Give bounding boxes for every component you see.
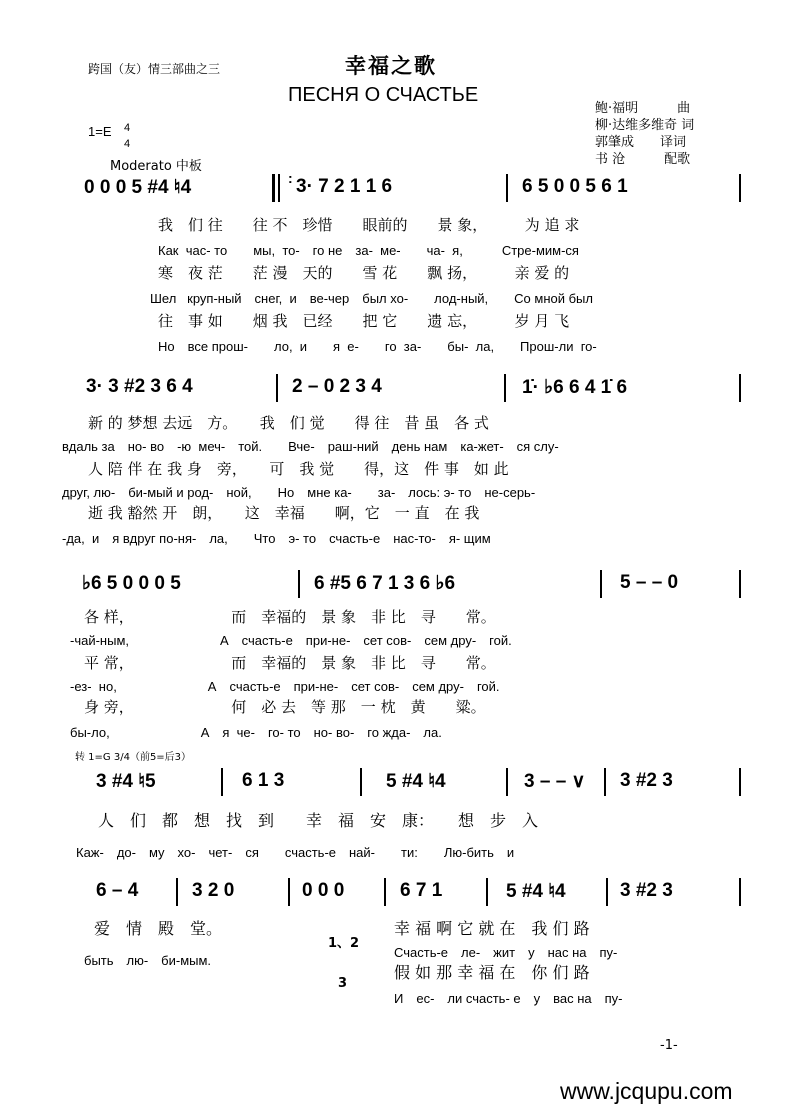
lyric-verse1-ru: Как час- то мы, то- го не за- ме- ча- я, Стре-мим-ся (158, 243, 579, 258)
page-number: -1- (660, 1038, 678, 1053)
verse-label-1-2: 1、2 (328, 936, 360, 951)
lyric-verse3-cn: 身 旁， 何 必 去 等 那 一 枕 黄 粱。 (84, 698, 486, 716)
lyric-cn: 人 们 都 想 找 到 幸 福 安 康： 想 步 入 (98, 811, 539, 830)
measure: 3 #4 ♮5 (96, 771, 156, 792)
lyric-verse1-cn: 各 样， 而 幸福的 景 象 非 比 寻 常。 (84, 608, 496, 626)
credit-translator: 郭肇成 译词 (595, 135, 687, 150)
barline (506, 174, 508, 202)
measure: 6 – 4 (96, 880, 139, 901)
lyric-verse2-ru: друг, лю- би-мый и род- ной, Но мне ка- за- лось: э- то не-серь- (62, 485, 536, 500)
barline (739, 174, 741, 202)
credit-composer: 鲍·福明 曲 (595, 101, 691, 116)
notes-row (76, 880, 746, 904)
lyric-ending-cn: 爱 情 殿 堂。 (94, 919, 223, 938)
notes-row (76, 572, 746, 596)
lyric-verse3-cn: 往 事 如 烟 我 已经 把 它 遗 忘， 岁 月 飞 (158, 312, 570, 330)
staff-line-1 (76, 170, 746, 366)
measure: 3 #2 3 (620, 770, 673, 791)
lyric-verse1-cn: 我 们 往 往 不 珍惜 眼前的 景 象， 为 追 求 (158, 216, 580, 234)
measure: 0 0 0 (302, 880, 345, 901)
lyric-verse2-cn: 人 陪 伴 在 我 身 旁， 可 我 觉 得，这 件 事 如 此 (88, 460, 509, 478)
measure: 3· 3 #2 3 6 4 (86, 376, 193, 397)
barline (506, 768, 508, 796)
credit-arranger: 书 沧 配歌 (595, 152, 691, 167)
barline (298, 570, 300, 598)
series-title: 跨国（友）情三部曲之三 (88, 62, 221, 76)
measure: 6 #5 6 7 1 3 6 ♭6 (314, 573, 456, 594)
lyric-verse3-ru: И ес- ли счасть- е у вас на пу- (394, 991, 623, 1006)
lyric-verse3-ru: Но все прош- ло, и я е- го за- бы- ла, Прош-ли го- (158, 339, 597, 354)
lyric-ru: Каж- до- му хо- чет- ся счасть-е най- ти: Лю-бить и (76, 845, 515, 860)
time-signature (124, 120, 130, 152)
measure: 2 – 0 2 3 4 (292, 376, 382, 397)
song-title-chinese: 幸福之歌 (345, 53, 437, 78)
lyric-verse12-ru: Счасть-е ле- жит у нас на пу- (394, 945, 618, 960)
lyric-verse2-ru: -ез- но, А счасть-е при-не- сет сов- сем дру- гой. (70, 679, 500, 694)
measure: 5 #4 ♮4 (506, 881, 566, 902)
website-watermark: www.jcqupu.com (560, 1078, 733, 1104)
lyric-verse2-cn: 平 常， 而 幸福的 景 象 非 比 寻 常。 (84, 654, 496, 672)
barline (176, 878, 178, 906)
measure: 6 7 1 (400, 880, 443, 901)
notes-row (76, 770, 746, 794)
barline (739, 374, 741, 402)
measure: ♭6 5 0 0 0 5 (82, 573, 181, 594)
measure-pickup: 0 0 0 5 #4 ♮4 (84, 177, 192, 198)
lyric-verse1-cn: 新 的 梦想 去远 方。 我 们 觉 得 往 昔 虽 各 式 (88, 414, 489, 432)
barline (486, 878, 488, 906)
barline (600, 570, 602, 598)
lyric-verse12-cn: 幸 福 啊 它 就 在 我 们 路 (394, 919, 590, 938)
lyric-verse3-ru: -да, и я вдруг по-ня- ла, Что э- то счасть-е нас-то- я- щим (62, 531, 491, 546)
measure: 1̇· ♭6 6 4 1̇ 6 (522, 377, 628, 398)
measure: 6 1 3 (242, 770, 285, 791)
repeat-start-barline (272, 174, 275, 202)
barline (739, 570, 741, 598)
measure: 3 – – ∨ (524, 771, 586, 792)
measure: 3· 7 2 1 1 6 (296, 176, 393, 197)
credit-lyricist: 柳·达维多维奇 词 (595, 118, 695, 133)
barline (360, 768, 362, 796)
barline (276, 374, 278, 402)
measure: 3 #2 3 (620, 880, 673, 901)
lyric-verse1-ru: -чай-ным, А счасть-е при-не- сет сов- сем дру- гой. (70, 633, 512, 648)
lyric-verse3-cn: 逝 我 豁然 开 朗， 这 幸福 啊，它 一 直 在 我 (88, 504, 480, 522)
lyric-verse1-ru: вдаль за но- во -ю меч- той. Вче- раш-ний день нам ка-жет- ся слу- (62, 439, 559, 454)
barline (739, 768, 741, 796)
staff-line-4 (76, 770, 746, 870)
measure: 6 5 0 0 5 6 1 (522, 176, 628, 197)
measure: 5 – – 0 (620, 572, 679, 593)
lyric-verse2-cn: 寒 夜 茫 茫 漫 天的 雪 花 飘 扬， 亲 爱 的 (158, 264, 570, 282)
tempo-marking: Moderato 中板 (110, 159, 202, 174)
notes-row (76, 376, 746, 400)
barline (504, 374, 506, 402)
repeat-dots: : (288, 170, 293, 186)
barline (221, 768, 223, 796)
barline (739, 878, 741, 906)
key-signature: 1=E (88, 124, 112, 139)
time-signature-top: 4 (124, 122, 131, 134)
barline (606, 878, 608, 906)
lyric-verse3-cn: 假 如 那 幸 福 在 你 们 路 (394, 963, 590, 982)
credits (595, 100, 694, 168)
measure: 3 2 0 (192, 880, 235, 901)
notes-row (76, 170, 746, 200)
staff-line-5 (76, 880, 746, 1020)
lyric-verse2-ru: Шел круп-ный снег, и ве-чер был хо- лод-ный, Со мной был (150, 291, 593, 306)
barline (278, 174, 280, 202)
barline (384, 878, 386, 906)
staff-line-2 (62, 376, 746, 556)
staff-line-3 (70, 572, 746, 742)
measure: 5 #4 ♮4 (386, 771, 446, 792)
barline (604, 768, 606, 796)
lyric-verse3-ru: бы-ло, А я че- го- то но- во- го жда- ла. (70, 725, 442, 740)
lyric-ending-ru: быть лю- би-мым. (84, 953, 212, 968)
key-change-note: 转 1=G 3/4（前5=后3） (75, 752, 192, 763)
barline (288, 878, 290, 906)
song-title-russian: ПЕСНЯ О СЧАСТЬЕ (288, 84, 479, 106)
verse-label-3: 3 (338, 976, 348, 991)
time-signature-bottom: 4 (124, 138, 131, 150)
